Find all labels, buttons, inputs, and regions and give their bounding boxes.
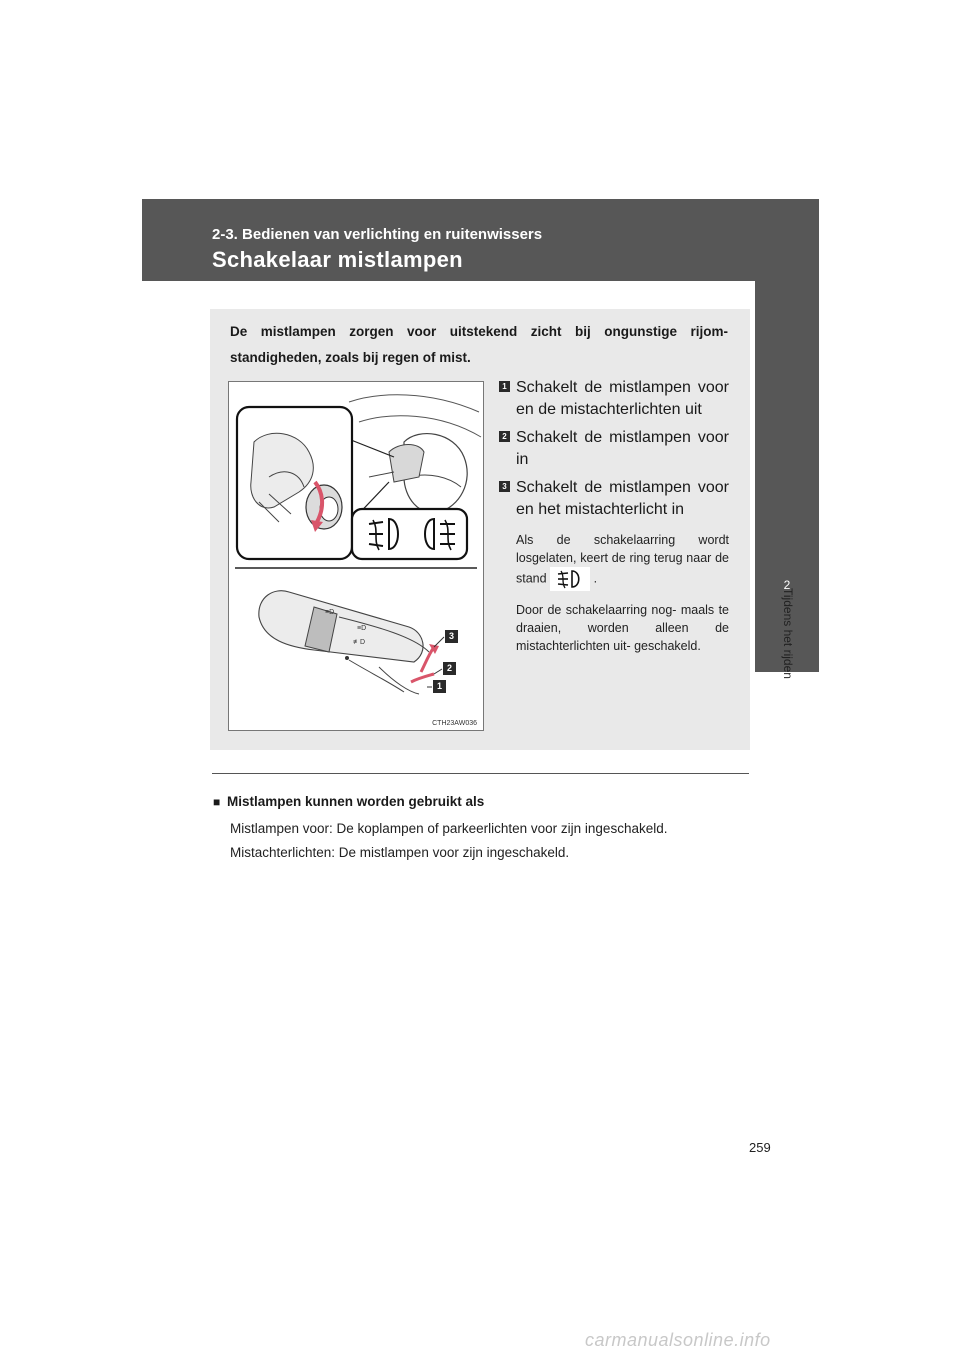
square-bullet-icon: ■ bbox=[213, 795, 221, 809]
release-note-text: Als de schakelaarring wordt losgelaten, keert de ring terug naar de stand bbox=[516, 533, 729, 586]
step-list bbox=[499, 377, 729, 655]
svg-text:≡D: ≡D bbox=[357, 625, 367, 632]
rear-fog-note: Door de schakelaarring nog- maals te draaien, worden alleen de mistachterlichten uit- geschakeld. bbox=[516, 603, 729, 653]
step-text: Schakelt de mistlampen voor en het mistachterlicht in bbox=[516, 479, 729, 518]
page-number: 259 bbox=[749, 1140, 771, 1155]
callout-2: 2 bbox=[443, 662, 456, 675]
step-item bbox=[499, 427, 729, 471]
watermark: carmanualsonline.info bbox=[585, 1330, 771, 1350]
release-note-end: . bbox=[593, 571, 598, 586]
front-fog-lamp-icon bbox=[550, 567, 590, 591]
section-divider bbox=[212, 773, 749, 774]
notes-heading-text: Mistlampen kunnen worden gebruikt als bbox=[227, 794, 485, 809]
chapter-label: Tijdens het rijden bbox=[781, 588, 795, 679]
step-badge: 3 bbox=[499, 481, 510, 492]
step-text: Schakelt de mistlampen voor en de mistachterlichten uit bbox=[516, 379, 729, 418]
svg-text:≡D: ≡D bbox=[325, 609, 335, 616]
chapter-header bbox=[142, 199, 819, 281]
notes-line: Mistachterlichten: De mistlampen voor zijn ingeschakeld. bbox=[230, 845, 570, 860]
notes-line: Mistlampen voor: De koplampen of parkeerlichten voor zijn ingeschakeld. bbox=[230, 821, 668, 836]
step-badge: 2 bbox=[499, 431, 510, 442]
release-note bbox=[499, 531, 729, 591]
chapter-number: 2 bbox=[783, 578, 791, 592]
step-item bbox=[499, 377, 729, 421]
illustration-drawing bbox=[229, 382, 483, 730]
callout-3: 3 bbox=[445, 630, 458, 643]
intro-text: De mistlampen zorgen voor uitstekend zicht bij ongunstige rijom- standigheden, zoals bij regen of mist. bbox=[230, 324, 728, 365]
step-item bbox=[499, 477, 729, 521]
page-title: Schakelaar mistlampen bbox=[212, 247, 463, 272]
callout-1: 1 bbox=[433, 680, 446, 693]
fog-switch-illustration bbox=[228, 381, 484, 731]
section-label: 2-3. Bedienen van verlichting en ruitenwissers bbox=[212, 226, 543, 243]
svg-text:≢D: ≢D bbox=[353, 639, 366, 646]
notes-heading bbox=[213, 794, 753, 809]
figure-code: CTH23AW036 bbox=[432, 720, 477, 727]
step-badge: 1 bbox=[499, 381, 510, 392]
info-box bbox=[210, 309, 750, 750]
usage-notes bbox=[213, 794, 753, 865]
step-text: Schakelt de mistlampen voor in bbox=[516, 429, 729, 468]
